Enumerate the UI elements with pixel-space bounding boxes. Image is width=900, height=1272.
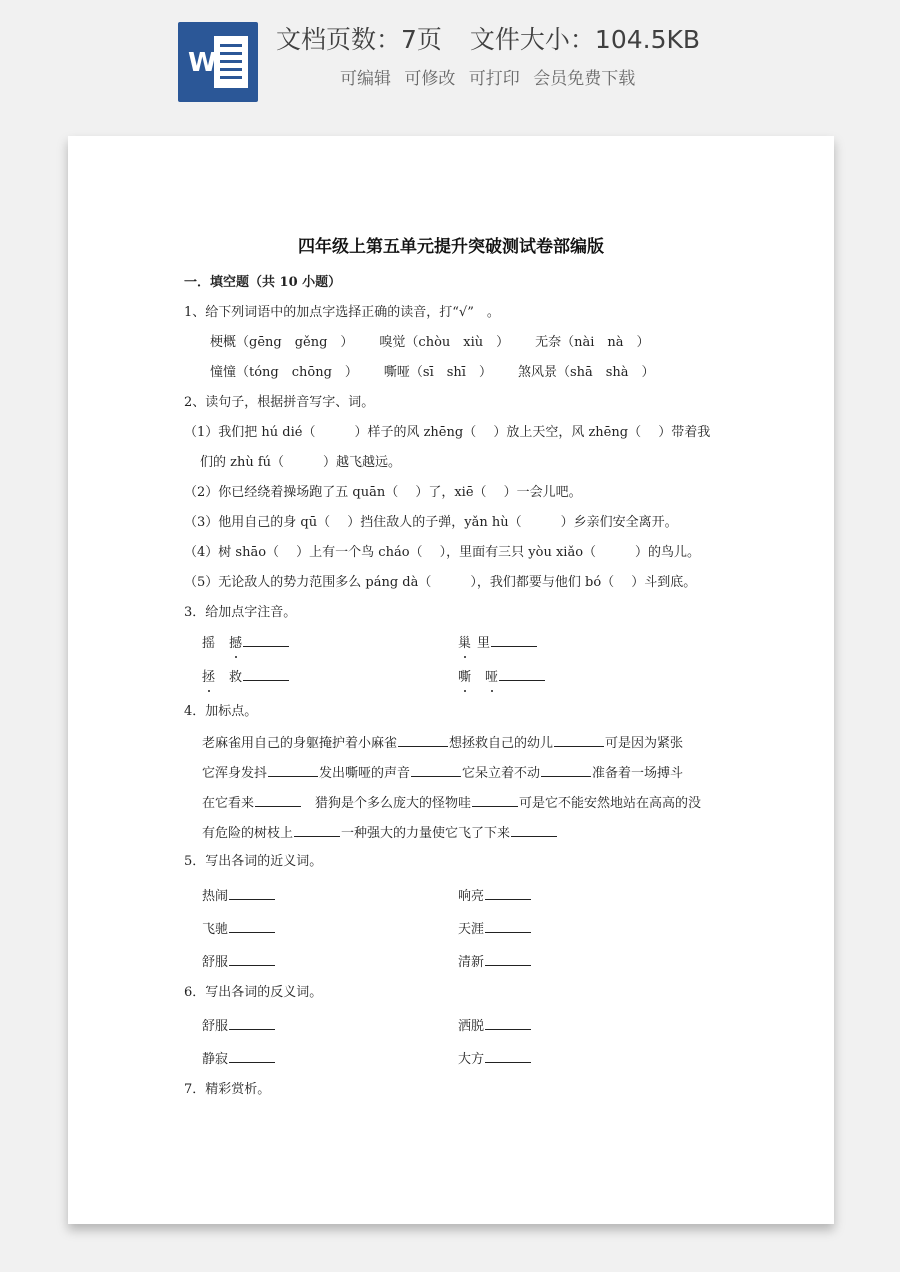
q2-sentence: （3）他用自己的身 qū（ ）挡住敌人的子弹，yǎn hù（ ）乡亲们安全离开。 [184,515,678,530]
q3-dotted-char: 巢 [458,634,471,654]
q3-dotted-char: 哑 [485,668,498,688]
q6-word: 舒服 [202,1019,229,1034]
q3-dotted-char: 拯 [202,668,215,688]
q6-item [202,1015,276,1037]
q4-text: 一种强大的力量使它飞了下来 [341,826,511,841]
q5-word: 天涯 [458,922,485,937]
q2-sentence: 们的 zhù fú（ ）越飞越远。 [200,455,402,470]
q4-text: 可是它不能安然地站在高高的没 [519,796,702,811]
punct-blank[interactable] [411,762,461,777]
punct-blank[interactable] [255,792,301,807]
q4-text: 准备着一场搏斗 [592,766,684,781]
q1-option: 梗概（gēng gěng ） [210,335,354,350]
q5-item [458,918,532,940]
q1-row1 [210,333,650,353]
q1-option: 嗅觉（chòu xiù ） [379,335,510,350]
q4-line [202,732,683,754]
q3-char: 里 [477,636,491,651]
punct-blank[interactable] [511,822,557,837]
q6-item [458,1048,532,1070]
q2-sentence: （5）无论敌人的势力范围多么 páng dà（ ），我们都要与他们 bó（ ）斗到底。 [184,575,697,590]
punct-blank[interactable] [554,732,604,747]
q2-sentence: （4）树 shāo（ ）上有一个鸟 cháo（ ），里面有三只 yòu xiǎo（ ）的鸟儿。 [184,545,701,560]
punct-blank[interactable] [294,822,340,837]
file-info [276,22,876,58]
answer-blank[interactable] [229,1048,275,1063]
q3-dotted-char: 撼 [229,634,242,654]
answer-blank[interactable] [243,632,289,647]
q5-word: 清新 [458,955,485,970]
q4-text: 它呆立着不动 [462,766,541,781]
q1-option: 无奈（nài nà ） [535,335,650,350]
answer-blank[interactable] [229,1015,275,1030]
document-page [68,136,834,1224]
q3-char: 摇 [202,636,216,651]
q5-word: 热闹 [202,889,229,904]
answer-blank[interactable] [485,1048,531,1063]
answer-blank[interactable] [243,666,289,681]
answer-blank[interactable] [229,951,275,966]
punct-blank[interactable] [541,762,591,777]
q3-item [202,666,290,688]
header-banner [0,0,900,120]
q3-item [458,632,538,654]
q3-dotted-char: 嘶 [458,668,471,688]
q2-sentence: （1）我们把 hú dié（ ）样子的风 zhēng（ ）放上天空，风 zhēng（ ）带着我 [184,425,711,440]
q1-option: 煞风景（shā shà ） [517,365,655,380]
answer-blank[interactable] [229,885,275,900]
section-heading: 一．填空题（共 10 小题） [184,275,342,290]
q2-sentence: （2）你已经绕着操场跑了五 quān（ ）了，xiē（ ）一会儿吧。 [184,485,582,500]
q3-item [458,666,546,688]
q1-stem: 1、给下列词语中的加点字选择正确的读音，打“√” 。 [184,305,500,320]
word-document-icon [178,22,258,102]
answer-blank[interactable] [485,1015,531,1030]
q6-item [202,1048,276,1070]
logo-letter: W [188,48,217,78]
q5-word: 响亮 [458,889,485,904]
q6-word: 大方 [458,1052,485,1067]
answer-blank[interactable] [491,632,537,647]
q3-stem: 3．给加点字注音。 [184,605,297,620]
q4-text: 发出嘶哑的声音 [319,766,411,781]
q5-item [202,885,276,907]
q7-stem: 7．精彩赏析。 [184,1082,271,1097]
q4-text: 在它看来 [202,796,255,811]
feature-list: 可编辑 可修改 可打印 会员免费下载 [340,69,636,89]
page-count: 文档页数：7页 [276,25,442,54]
q5-item [202,918,276,940]
q4-line [202,822,558,844]
q4-text: 它浑身发抖 [202,766,268,781]
q6-word: 静寂 [202,1052,229,1067]
q5-item [202,951,276,973]
q5-word: 飞驰 [202,922,229,937]
document-title: 四年级上第五单元提升突破测试卷部编版 [298,237,604,257]
punct-blank[interactable] [268,762,318,777]
answer-blank[interactable] [485,885,531,900]
q6-stem: 6．写出各词的反义词。 [184,985,323,1000]
answer-blank[interactable] [485,951,531,966]
q4-text: 老麻雀用自己的身躯掩护着小麻雀 [202,736,398,751]
q5-item [458,885,532,907]
answer-blank[interactable] [499,666,545,681]
q3-item [202,632,290,654]
q5-word: 舒服 [202,955,229,970]
q4-line [202,762,683,784]
q5-stem: 5．写出各词的近义词。 [184,854,323,869]
q4-text: 有危险的树枝上 [202,826,294,841]
answer-blank[interactable] [485,918,531,933]
q4-text: 可是因为紧张 [605,736,684,751]
q6-item [458,1015,532,1037]
q1-option: 憧憧（tóng chōng ） [210,365,358,380]
q6-word: 洒脱 [458,1019,485,1034]
q1-row2 [210,363,655,383]
file-size: 文件大小：104.5KB [469,25,701,54]
q1-option: 嘶哑（sī shī ） [383,365,492,380]
q3-char: 救 [229,670,243,685]
punct-blank[interactable] [472,792,518,807]
q2-stem: 2、读句子，根据拼音写字、词。 [184,395,375,410]
q4-text: 想拯救自己的幼儿 [449,736,554,751]
punct-blank[interactable] [398,732,448,747]
q4-text: 猎狗是个多么庞大的怪物哇 [302,796,472,811]
answer-blank[interactable] [229,918,275,933]
q4-line [202,792,701,814]
q5-item [458,951,532,973]
q4-stem: 4．加标点。 [184,704,258,719]
